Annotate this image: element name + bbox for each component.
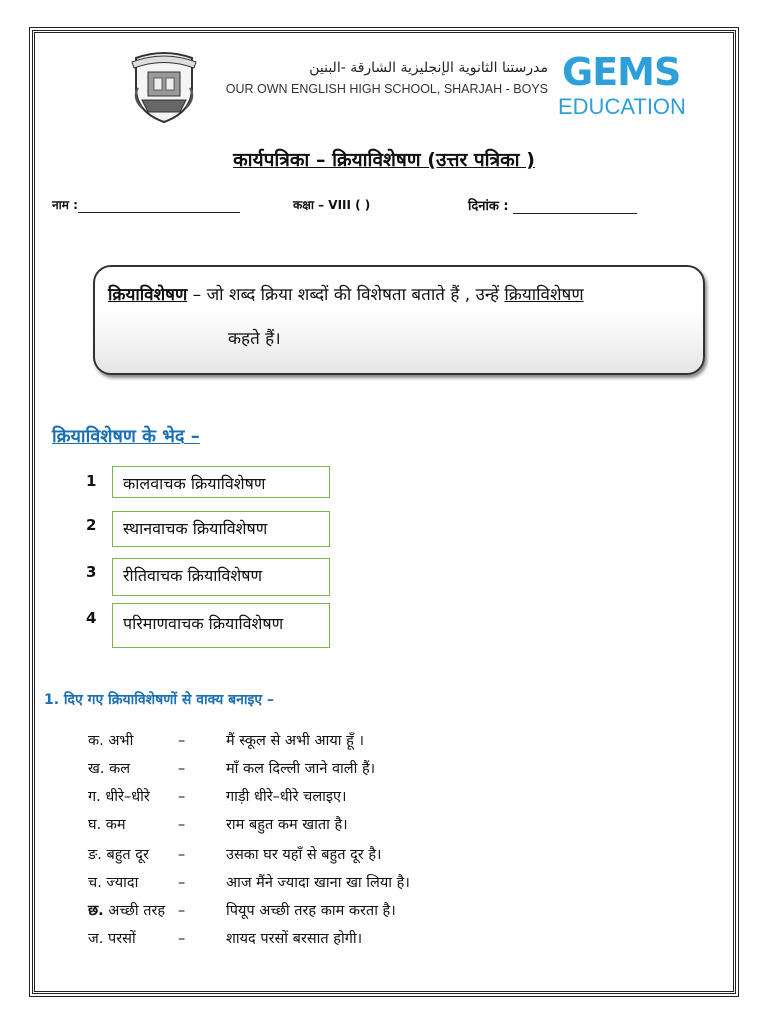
date-label: दिनांक : [468,199,509,214]
answer-sentence: आज मैंने ज्यादा खाना खा लिया है। [226,875,410,891]
type-number: 3 [86,563,97,581]
answer-word: घ. कम [88,817,126,833]
answer-dash: – [178,761,186,777]
type-box: कालवाचक क्रियाविशेषण [112,466,330,498]
answer-dash: – [178,847,186,863]
answer-word-wrap [88,900,178,920]
answer-word: अच्छी तरह [103,903,166,919]
answer-word: ज. परसों [88,931,136,947]
name-label: नाम : [52,198,78,212]
gems-logo-subtext: EDUCATION [558,94,686,119]
types-heading-dash: – [184,426,200,447]
class-label: कक्षा – VIII ( ) [293,198,371,212]
school-name: OUR OWN ENGLISH HIGH SCHOOL, SHARJAH - BOYS [225,82,548,96]
answer-row [88,758,375,778]
definition-term: क्रियाविशेषण [108,285,188,305]
answer-row [88,814,348,834]
type-box: रीतिवाचक क्रियाविशेषण [112,558,330,596]
answer-row [88,928,362,948]
name-field[interactable] [52,196,240,213]
answer-word: च. ज्यादा [88,875,139,891]
types-heading [52,424,200,448]
type-box: परिमाणवाचक क्रियाविशेषण [112,603,330,648]
gems-logo-text: GEMS [562,50,681,94]
answer-word: ग. धीरे–धीरे [88,789,150,805]
page-title: कार्यपत्रिका – क्रियाविशेषण (उत्तर पत्रिका ) [233,149,535,171]
definition-text: – जो शब्द क्रिया शब्दों की विशेषता बताते हैं , उन्हें [187,285,505,305]
name-blank[interactable] [78,200,240,213]
date-field[interactable] [468,196,637,214]
answer-word: ङ. बहुत दूर [88,847,149,863]
types-heading-text: क्रियाविशेषण के भेद [52,426,185,447]
answer-row [88,900,396,920]
answer-dash: – [178,817,186,833]
answer-row [88,872,410,892]
answer-dash: – [178,875,186,891]
definition-line-1 [108,282,584,305]
answer-row [88,844,382,864]
school-crest-logo [128,48,200,124]
answer-word-bold: छ. [88,903,104,919]
answer-sentence: मैं स्कूल से अभी आया हूँ । [226,733,364,749]
answer-row [88,730,364,750]
type-number: 2 [86,516,97,534]
answer-dash: – [178,789,186,805]
answer-word: क. अभी [88,733,134,749]
answer-sentence: गाड़ी धीरे–धीरे चलाइए। [226,789,347,805]
definition-line-2: कहते हैं। [228,329,281,349]
answer-sentence: माँ कल दिल्ली जाने वाली हैं। [226,761,376,777]
date-blank[interactable] [513,201,637,214]
type-box: स्थानवाचक क्रियाविशेषण [112,511,330,547]
answer-sentence: पियूप अच्छी तरह काम करता है। [226,903,396,919]
answer-dash: – [178,733,186,749]
school-name-arabic: مدرستنا الثانوية الإنجليزية الشارقة -البنين [309,60,548,76]
question-heading: 1. दिए गए क्रियाविशेषणों से वाक्य बनाइए – [44,692,274,708]
answer-dash: – [178,903,186,919]
type-number: 4 [86,609,97,627]
answer-row [88,786,347,806]
answer-sentence: उसका घर यहाँ से बहुत दूर है। [226,847,382,863]
answer-word: ख. कल [88,761,131,777]
answer-sentence: शायद परसों बरसात होगी। [226,931,363,947]
answer-dash: – [178,931,186,947]
answer-sentence: राम बहुत कम खाता है। [226,817,348,833]
type-number: 1 [86,472,97,490]
class-field [293,196,370,213]
definition-term-2: क्रियाविशेषण [504,285,584,305]
